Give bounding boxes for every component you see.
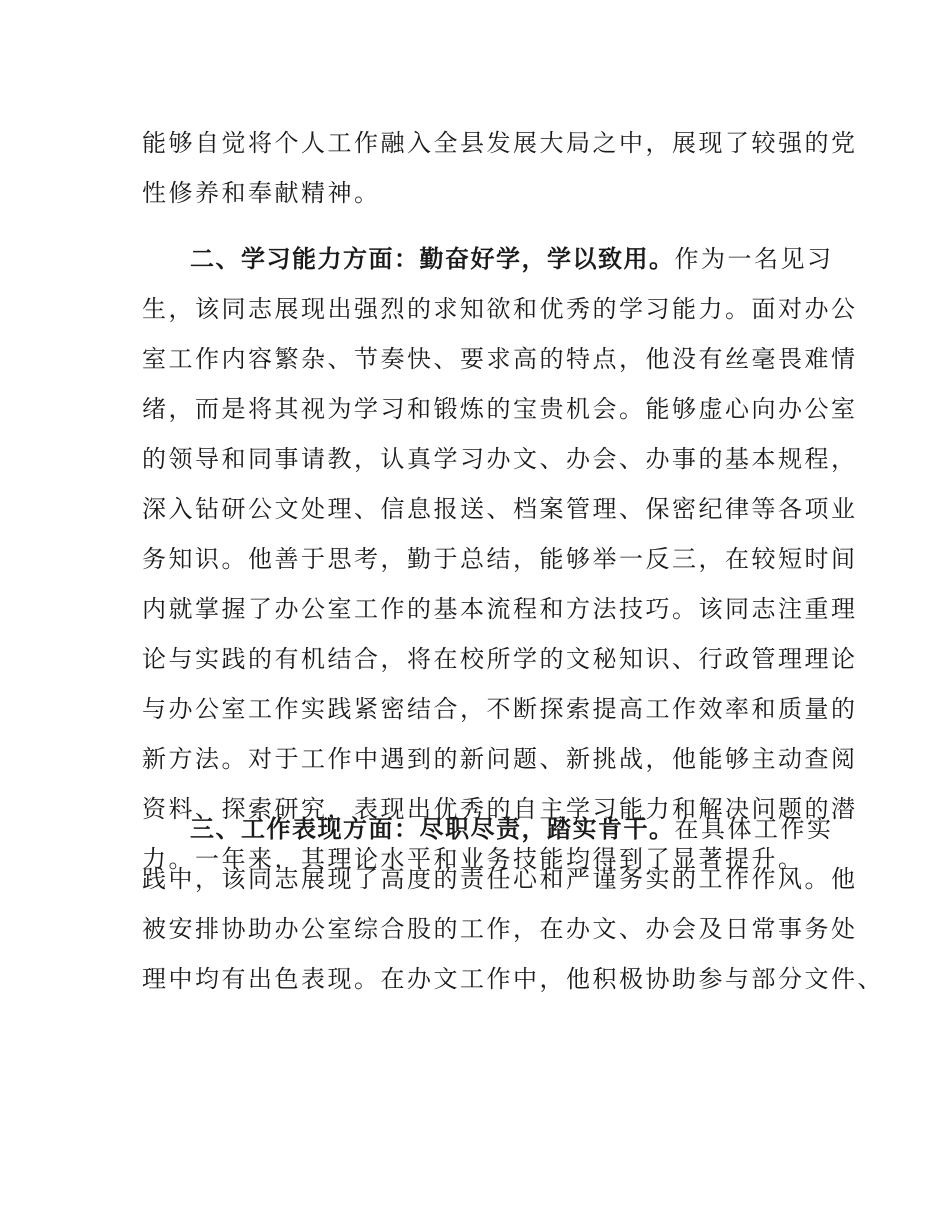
text-line: 与办公室工作实践紧密结合，不断探索提高工作效率和质量的 bbox=[142, 695, 858, 723]
text-line: 论与实践的有机结合，将在校所学的文秘知识、行政管理理论 bbox=[142, 645, 858, 673]
text-line: 的领导和同事请教，认真学习办文、办会、办事的基本规程， bbox=[142, 445, 858, 473]
text-run: 在具体工作实 bbox=[674, 815, 834, 843]
text-line: 理中均有出色表现。在办文工作中，他积极协助参与部分文件、 bbox=[142, 965, 884, 993]
text-line: 室工作内容繁杂、节奏快、要求高的特点，他没有丝毫畏难情 bbox=[142, 345, 858, 373]
text-line: 资料、探索研究，表现出优秀的自主学习能力和解决问题的潜 bbox=[142, 795, 858, 823]
text-line: 深入钻研公文处理、信息报送、档案管理、保密纪律等各项业 bbox=[142, 495, 858, 523]
text-line: 力。一年来，其理论水平和业务技能均得到了显著提升。 bbox=[142, 845, 805, 873]
text-line: 生，该同志展现出强烈的求知欲和优秀的学习能力。面对办公 bbox=[142, 295, 858, 323]
text-line: 务知识。他善于思考，勤于总结，能够举一反三，在较短时间 bbox=[142, 545, 858, 573]
text-line: 践中，该同志展现了高度的责任心和严谨务实的工作作风。他 bbox=[142, 865, 858, 893]
heading-line bbox=[142, 234, 834, 284]
text-line: 内就掌握了办公室工作的基本流程和方法技巧。该同志注重理 bbox=[142, 595, 858, 623]
text-line: 性修养和奉献精神。 bbox=[142, 179, 381, 207]
text-line: 新方法。对于工作中遇到的新问题、新挑战，他能够主动查阅 bbox=[142, 745, 858, 773]
section-heading-learning: 二、学习能力方面：勤奋好学，学以致用。 bbox=[190, 245, 675, 273]
paragraph-work-performance bbox=[142, 804, 884, 1004]
text-line: 绪，而是将其视为学习和锻炼的宝贵机会。能够虚心向办公室 bbox=[142, 395, 858, 423]
paragraph-party-spirit bbox=[142, 118, 858, 218]
heading-line bbox=[142, 804, 834, 854]
section-heading-performance: 三、工作表现方面：尽职尽责，踏实肯干。 bbox=[190, 815, 675, 843]
text-line: 被安排协助办公室综合股的工作，在办文、办会及日常事务处 bbox=[142, 915, 858, 943]
text-run: 作为一名见习 bbox=[674, 245, 834, 273]
text-line: 能够自觉将个人工作融入全县发展大局之中，展现了较强的党 bbox=[142, 129, 858, 157]
paragraph-learning-ability bbox=[142, 234, 858, 884]
